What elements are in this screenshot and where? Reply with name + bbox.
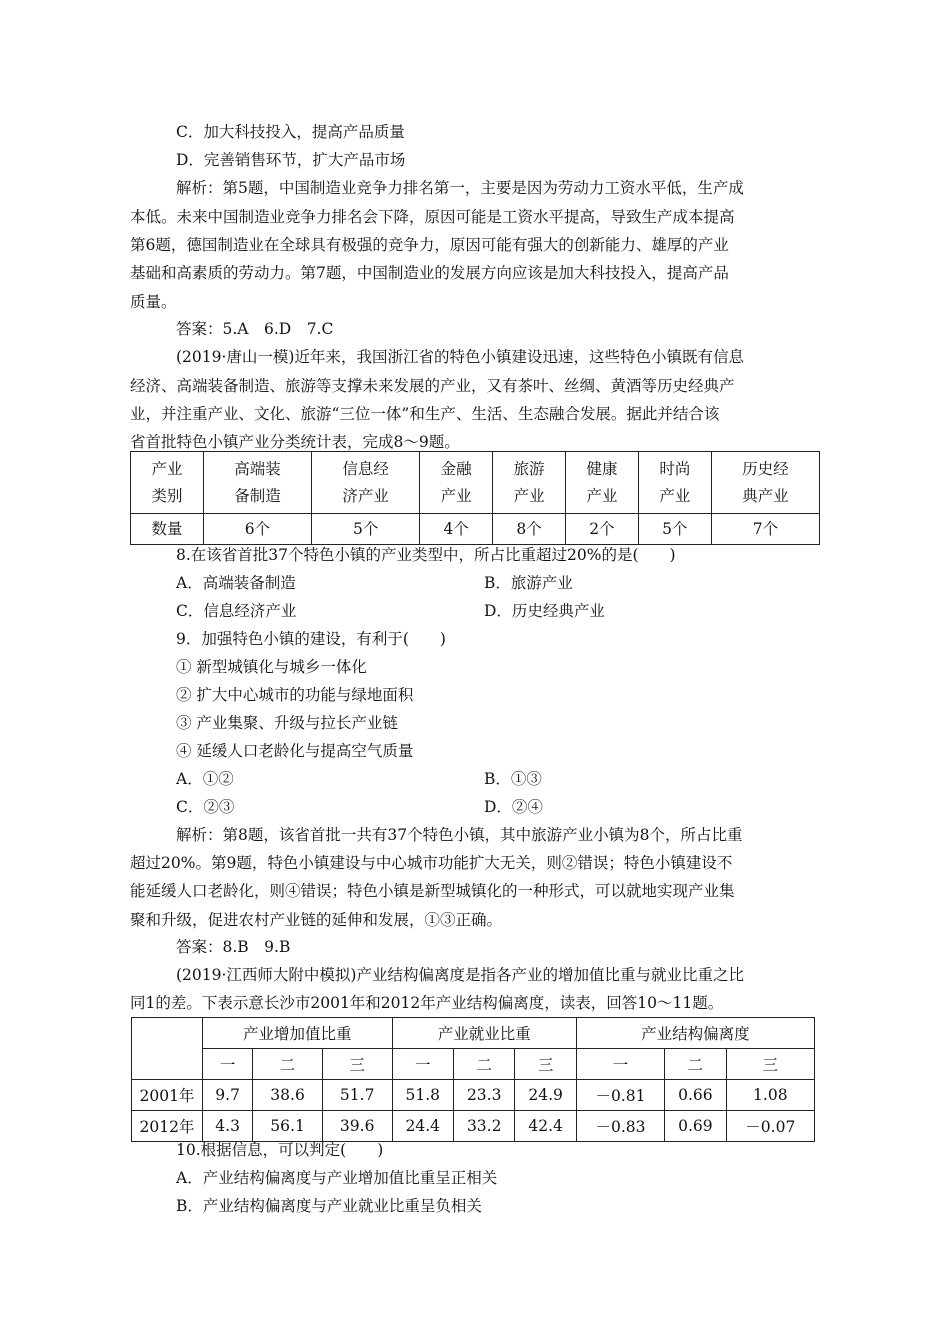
statement-2: ② 扩大中心城市的功能与绿地面积 — [176, 686, 414, 704]
table-sub-header: 二 — [453, 1049, 514, 1080]
table-cell: 7个 — [711, 514, 819, 545]
option-d-q9: D．②④ — [484, 798, 543, 816]
table-cell: 产业 类别 — [131, 452, 204, 514]
table-cell: 时尚 产业 — [638, 452, 711, 514]
year-cell: 2012年 — [132, 1111, 203, 1142]
statement-3: ③ 产业集聚、升级与拉长产业链 — [176, 714, 398, 732]
option-a-q8: A．高端装备制造 — [176, 574, 296, 592]
table-cell: 5个 — [312, 514, 420, 545]
option-a-q9: A．①② — [176, 770, 234, 788]
table-sub-header: 二 — [665, 1049, 726, 1080]
table-cell: 信息经 济产业 — [312, 452, 420, 514]
table-sub-header: 三 — [322, 1049, 392, 1080]
table-cell: 金融 产业 — [420, 452, 493, 514]
answer-8-9: 答案：8.B 9.B — [176, 938, 291, 956]
option-a-q10: A．产业结构偏离度与产业增加值比重呈正相关 — [176, 1169, 498, 1187]
question-9: 9．加强特色小镇的建设，有利于( ) — [176, 630, 446, 648]
question-8: 8.在该省首批37个特色小镇的产业类型中，所占比重超过20%的是( ) — [176, 546, 676, 564]
table-cell: 0.69 — [665, 1111, 726, 1142]
option-d-q8: D．历史经典产业 — [484, 602, 605, 620]
table-cell: 旅游 产业 — [493, 452, 566, 514]
table-cell: 24.9 — [515, 1080, 576, 1111]
table-row — [132, 1080, 815, 1111]
option-c-q8: C．信息经济产业 — [176, 602, 297, 620]
table-cell: 1.08 — [726, 1080, 814, 1111]
table-cell: 39.6 — [322, 1111, 392, 1142]
table-group-header: 产业就业比重 — [392, 1018, 576, 1049]
option-b-q10: B．产业结构偏离度与产业就业比重呈负相关 — [176, 1197, 482, 1215]
table-cell: 高端装 备制造 — [203, 452, 311, 514]
table-sub-header: 三 — [726, 1049, 814, 1080]
table-cell: 0.66 — [665, 1080, 726, 1111]
table-cell: 24.4 — [392, 1111, 453, 1142]
table-cell: 4个 — [420, 514, 493, 545]
option-b-q8: B．旅游产业 — [484, 574, 573, 592]
industry-type-table — [130, 451, 820, 545]
table-cell: 33.2 — [453, 1111, 514, 1142]
table-sub-header: 一 — [576, 1049, 664, 1080]
table-sub-header: 三 — [515, 1049, 576, 1080]
table-cell: 4.3 — [203, 1111, 253, 1142]
table-group-header: 产业增加值比重 — [203, 1018, 393, 1049]
table-cell: 42.4 — [515, 1111, 576, 1142]
table-cell: 8个 — [493, 514, 566, 545]
option-c-q7: C．加大科技投入，提高产品质量 — [176, 123, 405, 141]
table-cell: 51.7 — [322, 1080, 392, 1111]
table-sub-header: 一 — [203, 1049, 253, 1080]
table-cell: 6个 — [203, 514, 311, 545]
table-row — [132, 1111, 815, 1142]
year-cell: 2001年 — [132, 1080, 203, 1111]
table-sub-header: 二 — [253, 1049, 323, 1080]
structure-deviation-table — [131, 1017, 815, 1142]
statement-4: ④ 延缓人口老龄化与提高空气质量 — [176, 742, 414, 760]
table-sub-header: 一 — [392, 1049, 453, 1080]
option-b-q9: B．①③ — [484, 770, 542, 788]
statement-1: ① 新型城镇化与城乡一体化 — [176, 658, 367, 676]
table-cell: －0.81 — [576, 1080, 664, 1111]
table-cell — [132, 1018, 203, 1080]
table-cell: 2个 — [566, 514, 639, 545]
table-group-header: 产业结构偏离度 — [576, 1018, 814, 1049]
table-cell: 健康 产业 — [566, 452, 639, 514]
table-cell: 历史经 典产业 — [711, 452, 819, 514]
table-cell: 9.7 — [203, 1080, 253, 1111]
table-cell: 23.3 — [453, 1080, 514, 1111]
option-c-q9: C．②③ — [176, 798, 235, 816]
option-d-q7: D．完善销售环节，扩大产品市场 — [176, 151, 406, 169]
answer-5-7: 答案：5.A 6.D 7.C — [176, 320, 334, 338]
table-cell: 38.6 — [253, 1080, 323, 1111]
table-cell: －0.07 — [726, 1111, 814, 1142]
question-10: 10.根据信息，可以判定( ) — [176, 1141, 384, 1159]
table-cell: －0.83 — [576, 1111, 664, 1142]
table-cell: 51.8 — [392, 1080, 453, 1111]
table-cell: 5个 — [638, 514, 711, 545]
table-cell: 数量 — [131, 514, 204, 545]
table-cell: 56.1 — [253, 1111, 323, 1142]
